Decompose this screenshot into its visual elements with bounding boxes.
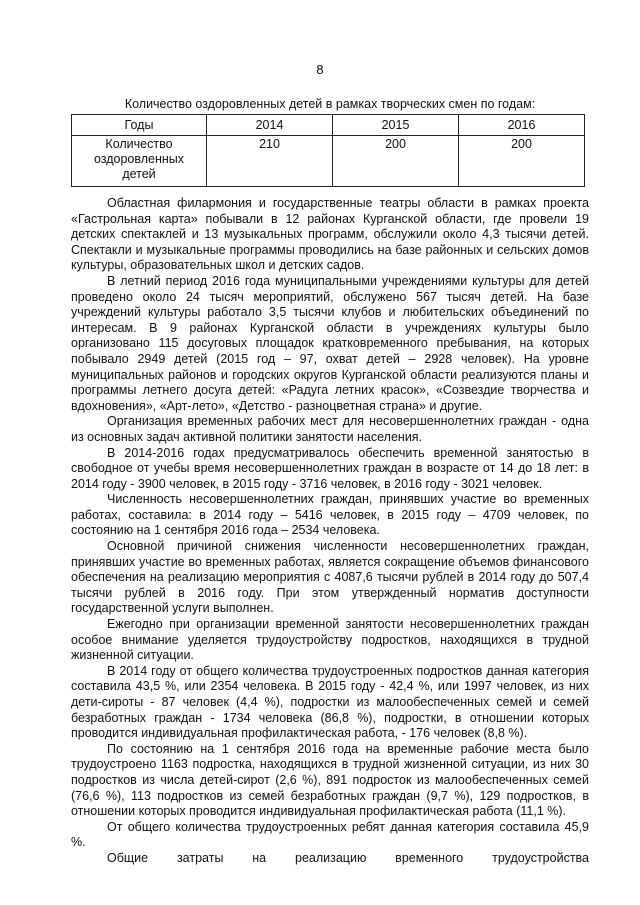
table-header-2016: 2016 bbox=[459, 115, 585, 136]
table-row bbox=[72, 136, 585, 187]
table-header-2014: 2014 bbox=[207, 115, 333, 136]
table-cell-2014: 210 bbox=[207, 136, 333, 187]
paragraph-planned-employment: В 2014-2016 годах предусматривалось обеспечить временной занятостью в свободное от учебы время несовершеннолетних граждан в возрасте от 14 до 18 лет: в 2014 году - 3900 человек, в 2015 году - 3716 человек, в 2016 году - 3021 человек. bbox=[71, 445, 589, 491]
paragraph-decrease-reason: Основной причиной снижения численности несовершеннолетних граждан, принявших участие во временных работах, является сокращение объемов финансового обеспечения на реализацию мероприятия с 4087,6 тысячи рублей в 2014 году до 507,4 тысячи рублей в 2016 году. При этом утвержденный норматив доступности государственной услуги выполнен. bbox=[71, 539, 589, 616]
paragraph-share: От общего количества трудоустроенных ребят данная категория составила 45,9 %. bbox=[71, 819, 589, 850]
table-header-row bbox=[72, 115, 585, 136]
children-recovery-table bbox=[71, 114, 585, 187]
page-number: 8 bbox=[316, 62, 324, 77]
table-cell-2016: 200 bbox=[459, 136, 585, 187]
body-text bbox=[71, 196, 589, 867]
paragraph-difficult-situation: Ежегодно при организации временной занятости несовершеннолетних граждан особое внимание уделяется трудоустройству подростков, находящихся в трудной жизненной ситуации. bbox=[71, 617, 589, 663]
paragraph-temporary-jobs: Организация временных рабочих мест для несовершеннолетних граждан - одна из основных задач активной политики занятости населения. bbox=[71, 414, 589, 444]
table-cell-2015: 200 bbox=[333, 136, 459, 187]
paragraph-participants: Численность несовершеннолетних граждан, принявших участие во временных работах, составила: в 2014 году – 5416 человек, в 2015 году – 4709 человек, по состоянию на 1 сентября 2016 года – 2534 человека. bbox=[71, 492, 589, 538]
paragraph-2014-2015-stats: В 2014 году от общего количества трудоустроенных подростков данная категория составила 43,5 %, или 2354 человека. В 2015 году - 42,4 %, или 1997 человек, из них дети-сироты - 87 человек (4,4 %), подростки из малообеспеченных семей и семей безработных граждан - 1734 человека (86,8 %), подростки, в отношении которых проводится индивидуальная профилактическая работа, - 176 человек (8,8 %). bbox=[71, 663, 589, 741]
table-row-label: Количество оздоровленных детей bbox=[72, 136, 207, 187]
paragraph-total-costs: Общие затраты на реализацию временного трудоустройства bbox=[107, 850, 589, 865]
table-header-years: Годы bbox=[72, 115, 207, 136]
table-header-2015: 2015 bbox=[333, 115, 459, 136]
paragraph-philharmonic: Областная филармония и государственные театры области в рамках проекта «Гастрольная карта» побывали в 12 районах Курганской области, где провели 19 детских спектаклей и 13 музыкальных программ, обслужили около 4,3 тысячи детей. Спектакли и музыкальные программы проводились на базе районных и сельских домов культуры, образовательных школ и детских садов. bbox=[71, 196, 589, 273]
table-caption: Количество оздоровленных детей в рамках творческих смен по годам: bbox=[124, 97, 536, 111]
paragraph-summer-culture: В летний период 2016 года муниципальными учреждениями культуры для детей проведено около 24 тысяч мероприятий, обслужено 567 тысяч детей. На базе учреждений культуры работало 3,5 тысячи клубов и любительских объединений по интересам. В 9 районах Курганской области в учреждениях культуры было организовано 115 досуговых площадок кратковременного пребывания, на которых побывало 2949 детей (2015 год – 97, охват детей – 2928 человек). На уровне муниципальных районов и городских округов Курганской области реализуются планы и программы летнего досуга детей: «Радуга летних красок», «Созвездие творчества и вдохновения», «Арт-лето», «Детство - разноцветная страна» и другие. bbox=[71, 273, 589, 413]
paragraph-2016-stats: По состоянию на 1 сентября 2016 года на временные рабочие места было трудоустроено 1163 подростка, находящихся в трудной жизненной ситуации, из них 30 подростков из числа детей-сирот (2,6 %), 891 подросток из малообеспеченных семей (76,6 %), 113 подростков из семей безработных граждан (9,7 %), 129 подростков, в отношении которых проводится индивидуальная профилактическая работа (11,1 %). bbox=[71, 741, 589, 819]
